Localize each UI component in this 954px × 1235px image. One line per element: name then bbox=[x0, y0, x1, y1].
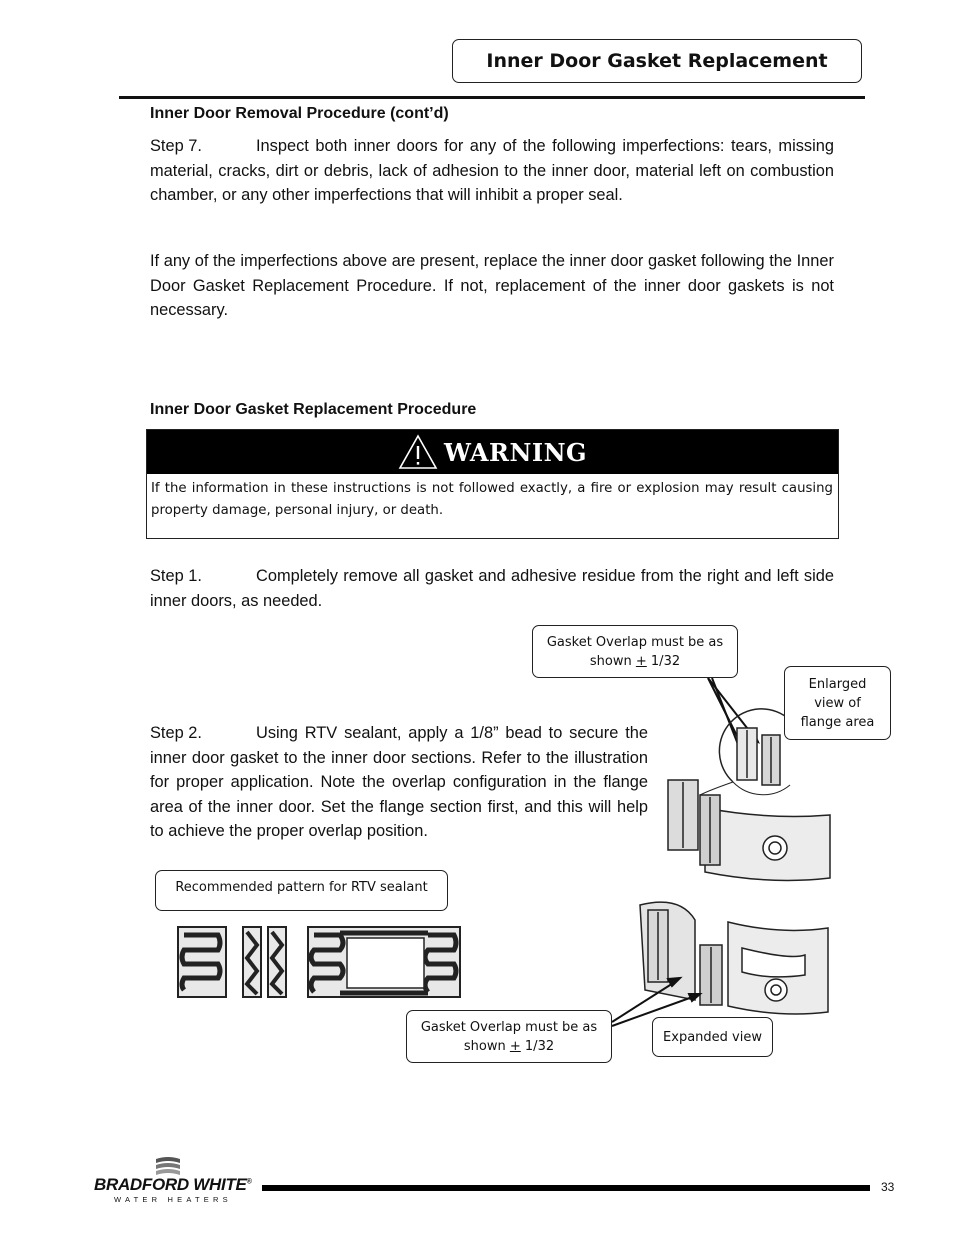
removal-subheading: Inner Door Removal Procedure (cont’d) bbox=[150, 105, 449, 122]
warning-title: WARNING bbox=[443, 437, 588, 467]
enlarged-line3: flange area bbox=[800, 714, 875, 730]
inner-door-assembly-expanded bbox=[640, 902, 828, 1014]
step-7-text: Inspect both inner doors for any of the following imperfections: tears, missing material, cracks, dirt or debris, lack of adhesion to the inner door, material left on combustion chamber, or any other imperfections that will inhibit a proper seal. bbox=[150, 137, 834, 204]
step-2-label: Step 2. bbox=[150, 724, 202, 742]
overlap-callout-bottom bbox=[406, 1010, 612, 1063]
logo-flag-icon bbox=[154, 1155, 182, 1177]
logo-tagline: WATER HEATERS bbox=[114, 1195, 232, 1204]
page-header-title: Inner Door Gasket Replacement bbox=[452, 39, 862, 83]
enlarged-line1: Enlarged bbox=[808, 676, 867, 692]
replacement-subheading: Inner Door Gasket Replacement Procedure bbox=[150, 401, 477, 418]
rtv-pattern-graphic bbox=[178, 927, 460, 997]
overlap-callout-bottom-line1: Gasket Overlap must be as bbox=[420, 1019, 598, 1035]
inner-door-assembly-top bbox=[668, 780, 830, 880]
overlap-callout-top bbox=[532, 625, 738, 678]
enlarged-line2: view of bbox=[814, 695, 861, 711]
overlap-callout-top-line1: Gasket Overlap must be as bbox=[546, 634, 724, 650]
step-7-label: Step 7. bbox=[150, 137, 202, 155]
followup-paragraph: If any of the imperfections above are present, replace the inner door gasket following the Inner Door Gasket Replacement Procedure. If not, replacement of the inner door gaskets is not necessary. bbox=[150, 252, 834, 319]
bradford-white-logo bbox=[94, 1155, 254, 1205]
step-2-text: Using RTV sealant, apply a 1/8” bead to secure the inner door gasket to the inner door sections. Refer to the illustration for proper application. Note the overlap configuration in the flange area of the inner door. Set the flange section first, and this will help to achieve the proper overlap position. bbox=[150, 724, 648, 840]
warning-text: If the information in these instructions is not followed exactly, a fire or explosion may result causing property damage, personal injury, or death. bbox=[151, 481, 833, 518]
step-1-text: Completely remove all gasket and adhesive residue from the right and left side inner doors, as needed. bbox=[150, 567, 834, 610]
rtv-pattern-callout: Recommended pattern for RTV sealant bbox=[155, 870, 448, 911]
overlap-callout-bottom-line2: shown + 1/32 bbox=[463, 1038, 555, 1054]
footer-rule bbox=[262, 1185, 870, 1191]
logo-brand-text: BRADFORD WHITE® bbox=[94, 1175, 252, 1194]
plus-minus-symbol: + bbox=[635, 653, 647, 669]
enlarged-view-callout bbox=[784, 666, 891, 740]
overlap-callout-top-line2: shown + 1/32 bbox=[589, 653, 681, 669]
expanded-view-callout: Expanded view bbox=[652, 1017, 773, 1057]
page-number: 33 bbox=[881, 1180, 895, 1194]
step-1-label: Step 1. bbox=[150, 567, 202, 585]
